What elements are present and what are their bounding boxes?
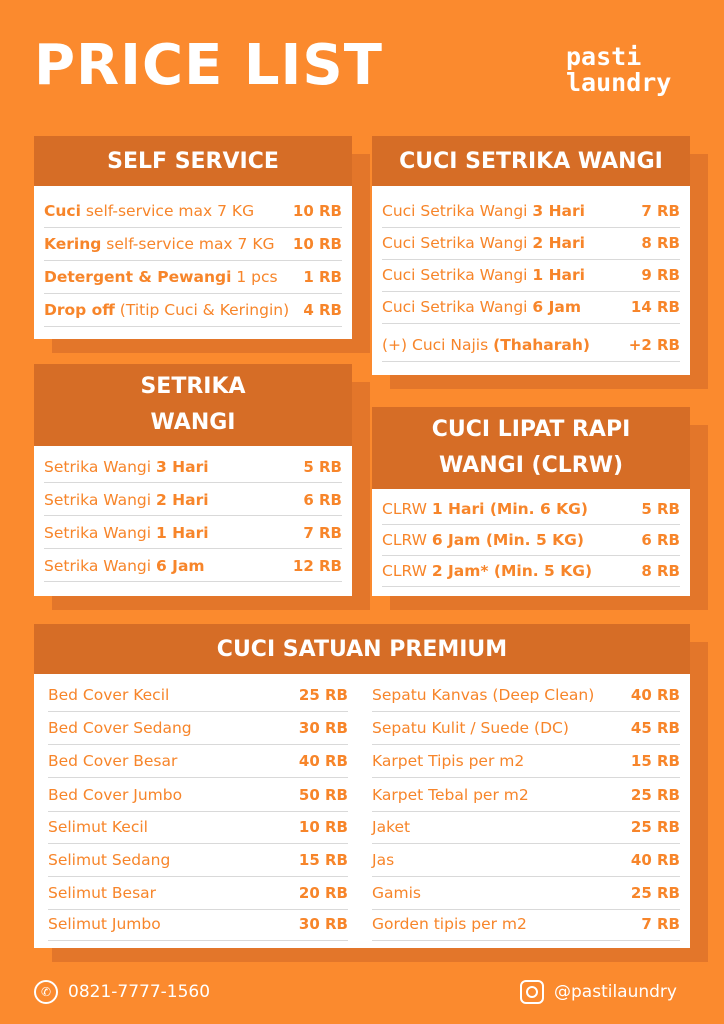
price-row bbox=[382, 555, 680, 587]
heading-line-2: WANGI bbox=[150, 410, 236, 435]
price-row bbox=[372, 811, 680, 844]
item-label-bold: Kering bbox=[44, 235, 102, 253]
item-label-bold: 3 Hari bbox=[532, 202, 585, 220]
item-price: 20 RB bbox=[298, 884, 348, 902]
price-row bbox=[382, 227, 680, 260]
price-row bbox=[44, 451, 342, 483]
item-label bbox=[382, 202, 585, 220]
item-label-text: self-service max 7 KG bbox=[101, 235, 275, 253]
price-row bbox=[372, 779, 680, 812]
item-price: 7 RB bbox=[303, 523, 342, 542]
item-label: Karpet Tebal per m2 bbox=[372, 786, 529, 804]
page-title: PRICE LIST bbox=[34, 33, 383, 98]
item-price: 10 RB bbox=[292, 235, 342, 253]
logo-line-2: laundry bbox=[566, 68, 672, 97]
item-label: Selimut Kecil bbox=[48, 818, 148, 836]
item-label-bold: 2 Hari bbox=[156, 490, 209, 509]
item-label-bold: 1 Hari bbox=[156, 523, 209, 542]
price-row bbox=[44, 261, 342, 294]
item-label: Selimut Jumbo bbox=[48, 915, 161, 933]
section-heading: CUCI SATUAN PREMIUM bbox=[34, 624, 690, 674]
heading-line-1: SETRIKA bbox=[140, 374, 246, 399]
item-price: 40 RB bbox=[298, 752, 348, 770]
item-label: Bed Cover Sedang bbox=[48, 719, 192, 737]
item-label: Selimut Besar bbox=[48, 884, 157, 902]
item-price: 5 RB bbox=[641, 499, 680, 518]
item-price: 12 RB bbox=[292, 556, 342, 575]
item-label-bold: 3 Hari bbox=[156, 457, 209, 476]
item-price: 25 RB bbox=[298, 686, 348, 704]
item-price: 30 RB bbox=[298, 915, 348, 933]
item-label: Selimut Sedang bbox=[48, 851, 171, 869]
item-label: Bed Cover Kecil bbox=[48, 686, 170, 704]
item-label-text: (Titip Cuci & Keringin) bbox=[114, 301, 290, 319]
clrw-card bbox=[372, 407, 690, 596]
instagram-contact[interactable] bbox=[520, 980, 677, 1004]
item-price: 45 RB bbox=[630, 719, 680, 737]
price-row bbox=[48, 779, 348, 812]
item-label-text: (+) Cuci Najis bbox=[382, 336, 494, 354]
item-label-bold: 2 Jam* (Min. 5 KG) bbox=[431, 561, 593, 580]
instagram-icon bbox=[520, 980, 544, 1004]
section-heading: SELF SERVICE bbox=[34, 136, 352, 186]
item-label-bold: Detergent & Pewangi bbox=[44, 268, 232, 286]
item-price: 8 RB bbox=[641, 234, 680, 252]
item-label-text: Cuci Setrika Wangi bbox=[382, 202, 533, 220]
section-heading bbox=[372, 407, 690, 489]
item-label bbox=[382, 298, 581, 316]
price-row bbox=[372, 908, 680, 941]
heading-line-1: CUCI LIPAT RAPI bbox=[431, 417, 631, 442]
price-row bbox=[44, 517, 342, 549]
price-row bbox=[48, 844, 348, 877]
item-price: 50 RB bbox=[298, 786, 348, 804]
item-label: Sepatu Kanvas (Deep Clean) bbox=[372, 686, 595, 704]
price-row bbox=[382, 195, 680, 228]
item-label bbox=[382, 336, 590, 354]
item-price: 25 RB bbox=[630, 884, 680, 902]
heading-line-2: WANGI (CLRW) bbox=[438, 453, 624, 478]
item-label-text: Cuci Setrika Wangi bbox=[382, 234, 533, 252]
item-label: Jaket bbox=[372, 818, 411, 836]
item-label bbox=[44, 301, 289, 319]
item-label-bold: 6 Jam bbox=[532, 298, 581, 316]
item-label bbox=[44, 557, 205, 575]
item-label-bold: 2 Hari bbox=[532, 234, 585, 252]
item-label-bold: 6 Jam bbox=[156, 556, 205, 575]
item-label-text: Cuci Setrika Wangi bbox=[382, 266, 533, 284]
item-price: 7 RB bbox=[641, 915, 680, 933]
price-row bbox=[372, 679, 680, 712]
item-label: Gorden tipis per m2 bbox=[372, 915, 527, 933]
logo-line-1: pasti bbox=[566, 42, 642, 71]
item-price: 10 RB bbox=[292, 202, 342, 220]
item-price: 6 RB bbox=[641, 530, 680, 549]
item-price: 40 RB bbox=[630, 686, 680, 704]
price-row bbox=[382, 329, 680, 362]
item-price: 7 RB bbox=[641, 202, 680, 220]
item-price: 15 RB bbox=[630, 752, 680, 770]
price-row bbox=[382, 524, 680, 556]
item-label-bold: Drop off bbox=[44, 301, 115, 319]
item-label: Jas bbox=[372, 851, 395, 869]
item-label bbox=[44, 235, 275, 253]
item-label-bold: (Thaharah) bbox=[493, 336, 590, 354]
item-label-text: Setrika Wangi bbox=[44, 490, 156, 509]
price-row bbox=[382, 291, 680, 324]
section-heading: CUCI SETRIKA WANGI bbox=[372, 136, 690, 186]
item-label: Karpet Tipis per m2 bbox=[372, 752, 525, 770]
price-row bbox=[48, 712, 348, 745]
section-heading bbox=[34, 364, 352, 446]
price-row bbox=[48, 877, 348, 910]
item-label bbox=[44, 524, 209, 542]
item-price: 9 RB bbox=[641, 266, 680, 284]
phone-contact[interactable] bbox=[34, 980, 210, 1004]
item-label bbox=[382, 266, 585, 284]
item-label-bold: 6 Jam (Min. 5 KG) bbox=[431, 530, 584, 549]
item-price: 5 RB bbox=[303, 457, 342, 476]
item-label: Bed Cover Jumbo bbox=[48, 786, 183, 804]
item-price: 10 RB bbox=[298, 818, 348, 836]
item-label-text: CLRW bbox=[382, 561, 432, 580]
item-label bbox=[382, 562, 592, 580]
item-label: Sepatu Kulit / Suede (DC) bbox=[372, 719, 569, 737]
price-row bbox=[48, 811, 348, 844]
price-row bbox=[44, 294, 342, 327]
item-label bbox=[44, 458, 209, 476]
price-row bbox=[44, 550, 342, 582]
item-price: 6 RB bbox=[303, 490, 342, 509]
setrika-wangi-card bbox=[34, 364, 352, 596]
item-price: 14 RB bbox=[630, 298, 680, 316]
price-row bbox=[382, 259, 680, 292]
self-service-card bbox=[34, 136, 352, 339]
item-price: 4 RB bbox=[303, 301, 342, 319]
instagram-handle: @pastilaundry bbox=[554, 982, 677, 1002]
item-label bbox=[382, 234, 585, 252]
price-row bbox=[44, 228, 342, 261]
item-label-text: CLRW bbox=[382, 499, 432, 518]
item-label bbox=[44, 491, 209, 509]
item-price: 15 RB bbox=[298, 851, 348, 869]
price-row bbox=[372, 844, 680, 877]
item-label-text: 1 pcs bbox=[231, 268, 278, 286]
item-label bbox=[44, 202, 254, 220]
item-label-text: Setrika Wangi bbox=[44, 556, 156, 575]
price-row bbox=[372, 712, 680, 745]
whatsapp-icon: ✆ bbox=[34, 980, 58, 1004]
phone-number: 0821-7777-1560 bbox=[68, 982, 211, 1002]
item-label-bold: Cuci bbox=[44, 202, 81, 220]
cuci-setrika-wangi-card bbox=[372, 136, 690, 375]
item-price: 1 RB bbox=[303, 268, 342, 286]
brand-logo bbox=[566, 44, 671, 96]
item-label bbox=[44, 268, 278, 286]
item-label bbox=[382, 500, 588, 518]
price-row bbox=[44, 195, 342, 228]
item-price: 30 RB bbox=[298, 719, 348, 737]
item-label-text: self-service max 7 KG bbox=[80, 202, 255, 220]
item-label: Bed Cover Besar bbox=[48, 752, 178, 770]
item-price: 25 RB bbox=[630, 786, 680, 804]
price-row bbox=[382, 493, 680, 525]
item-label-text: CLRW bbox=[382, 530, 432, 549]
price-row bbox=[48, 679, 348, 712]
price-row bbox=[44, 484, 342, 516]
item-label-text: Setrika Wangi bbox=[44, 523, 156, 542]
item-label: Gamis bbox=[372, 884, 421, 902]
item-price: 25 RB bbox=[630, 818, 680, 836]
item-label-text: Setrika Wangi bbox=[44, 457, 156, 476]
price-row bbox=[372, 745, 680, 778]
item-price: +2 RB bbox=[628, 336, 680, 354]
item-label-bold: 1 Hari bbox=[532, 266, 585, 284]
price-row bbox=[48, 908, 348, 941]
price-row bbox=[48, 745, 348, 778]
item-label-text: Cuci Setrika Wangi bbox=[382, 298, 533, 316]
price-row bbox=[372, 877, 680, 910]
premium-card bbox=[34, 624, 690, 948]
item-label bbox=[382, 531, 584, 549]
item-label-bold: 1 Hari (Min. 6 KG) bbox=[431, 499, 588, 518]
item-price: 40 RB bbox=[630, 851, 680, 869]
item-price: 8 RB bbox=[641, 561, 680, 580]
